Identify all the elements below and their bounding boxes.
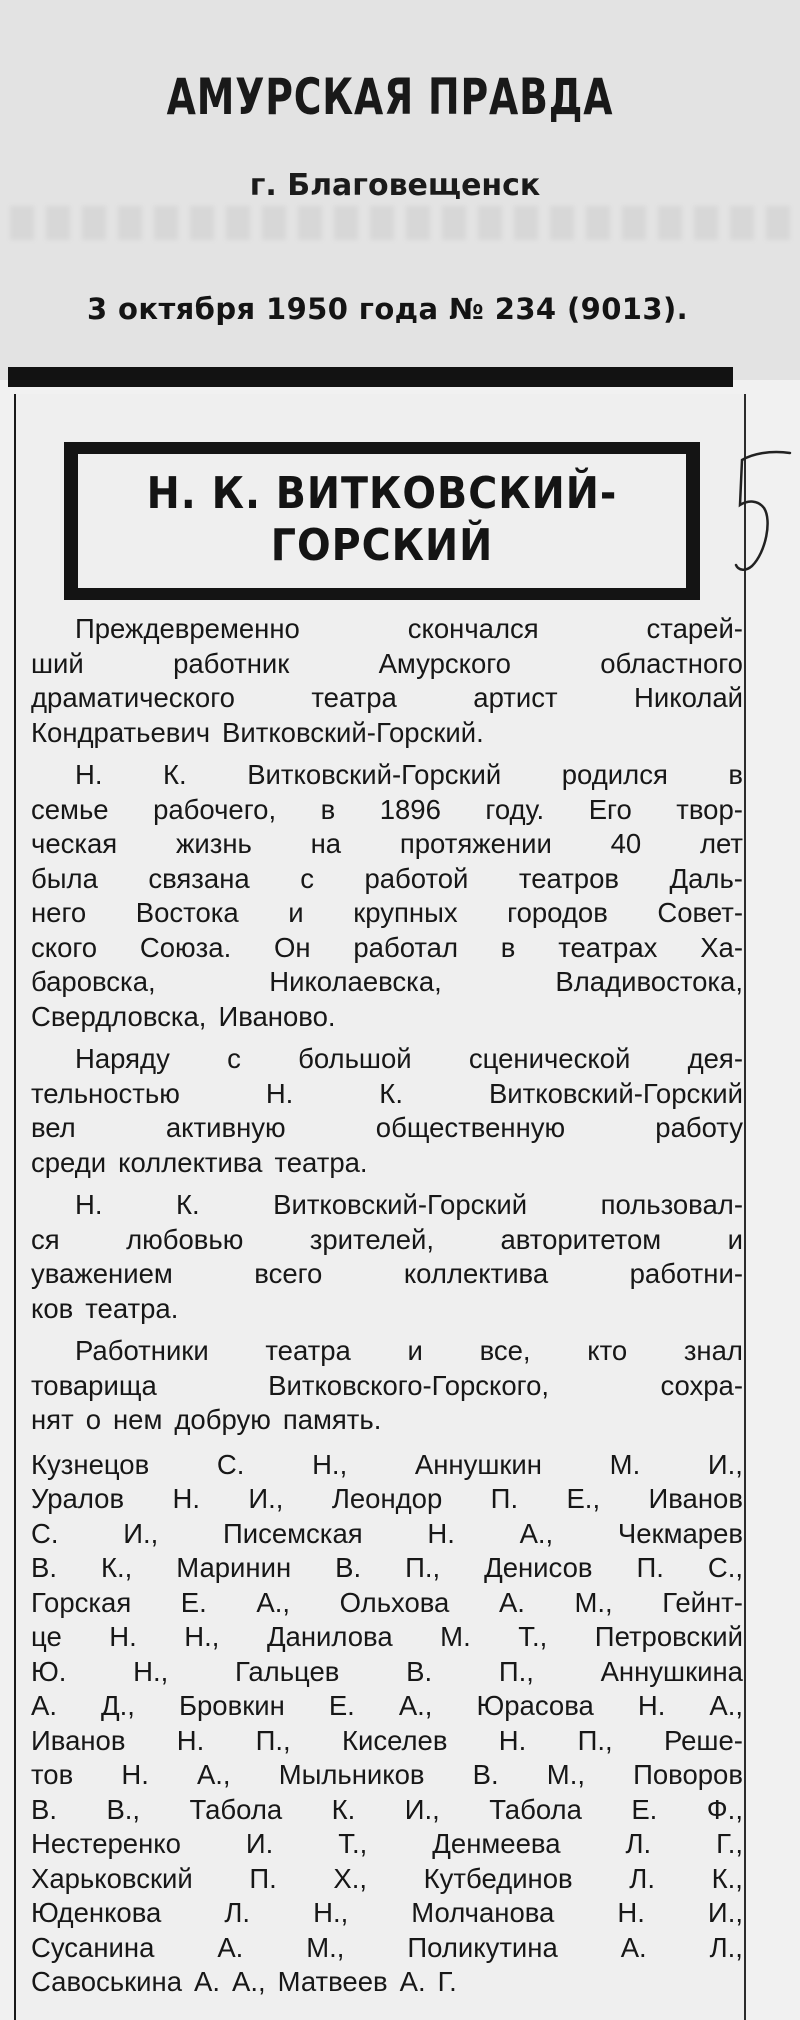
text-line: ся любовью зрителей, авторитетом и [31, 1223, 743, 1255]
text-line: тов Н. А., Мыльников В. М., Поворов [31, 1759, 743, 1790]
text-line: Савоськина А. А., Матвеев А. Г. [31, 1966, 457, 1997]
text-line: Уралов Н. И., Леондор П. Е., Иванов [31, 1483, 743, 1514]
obituary-article [31, 612, 743, 2008]
text-line: нят о нем добрую память. [31, 1404, 382, 1435]
headline [78, 468, 686, 572]
text-line: В. К., Маринин В. П., Денисов П. С., [31, 1552, 743, 1583]
signatories-list [31, 1448, 743, 2000]
text-line: среди коллектива театра. [31, 1146, 368, 1178]
text-line: ческая жизнь на протяжении 40 лет [31, 828, 743, 859]
text-line: Сусанина А. М., Поликутина А. Л., [31, 1931, 743, 1963]
issue-date-number: 3 октября 1950 года № 234 (9013). [86, 292, 689, 326]
text-line: А. Д., Бровкин Е. А., Юрасова Н. А., [31, 1690, 743, 1721]
text-line: Нестеренко И. Т., Денмеева Л. Г., [31, 1828, 743, 1859]
text-line: вел активную общественную работу [31, 1112, 743, 1143]
text-line: него Востока и крупных городов Совет- [31, 897, 743, 928]
text-line: ший работник Амурского областного [31, 647, 743, 679]
text-line: ков театра. [31, 1292, 179, 1324]
text-line: Преждевременно скончался старей- [75, 613, 743, 644]
text-line: Иванов Н. П., Киселев Н. П., Реше- [31, 1724, 743, 1756]
headline-line: ГОРСКИЙ [270, 520, 494, 571]
newspaper-title: АМУРСКАЯ ПРАВДА [166, 68, 614, 126]
text-line: была связана с работой театров Даль- [31, 862, 743, 894]
text-line: драматического театра артист Николай [31, 682, 743, 713]
headline-line: Н. К. ВИТКОВСКИЙ- [146, 468, 618, 519]
text-line: Ю. Н., Гальцев В. П., Аннушкина [31, 1655, 743, 1687]
text-line: Работники театра и все, кто знал [75, 1335, 743, 1366]
text-line: Н. К. Витковский-Горский пользовал- [75, 1189, 743, 1220]
text-line: Юденкова Л. Н., Молчанова Н. И., [31, 1897, 743, 1928]
text-line: Горская Е. А., Ольхова А. М., Гейнт- [31, 1586, 743, 1618]
article-paragraph [31, 1042, 743, 1180]
text-line: Кузнецов С. Н., Аннушкин М. И., [31, 1448, 743, 1480]
text-line: В. В., Табола К. И., Табола Е. Ф., [31, 1793, 743, 1825]
top-rule [8, 367, 733, 387]
text-line: баровска, Николаевска, Владивостока, [31, 966, 743, 997]
text-line: уважением всего коллектива работни- [31, 1258, 743, 1289]
text-line: товарища Витковского-Горского, сохра- [31, 1369, 743, 1401]
article-paragraph [31, 612, 743, 750]
newspaper-city: г. Благовещенск [249, 168, 541, 203]
text-line: семье рабочего, в 1896 году. Его твор- [31, 793, 743, 825]
text-line: Харьковский П. Х., Кутбединов Л. К., [31, 1862, 743, 1894]
article-paragraph [31, 758, 743, 1034]
text-line: Кондратьевич Витковский-Горский. [31, 716, 484, 748]
text-line: ского Союза. Он работал в театрах Ха- [31, 931, 743, 963]
text-line: С. И., Писемская Н. А., Чекмарев [31, 1517, 743, 1549]
reverse-side-show-through [10, 206, 790, 240]
text-line: Наряду с большой сценической дея- [75, 1043, 743, 1074]
text-line: Н. К. Витковский-Горский родился в [75, 759, 743, 790]
text-line: Свердловска, Иваново. [31, 1000, 336, 1032]
headline-frame [64, 442, 700, 600]
article-paragraph [31, 1334, 743, 1438]
article-paragraph [31, 1188, 743, 1326]
text-line: це Н. Н., Данилова М. Т., Петровский [31, 1621, 743, 1652]
text-line: тельностью Н. К. Витковский-Горский [31, 1077, 743, 1109]
